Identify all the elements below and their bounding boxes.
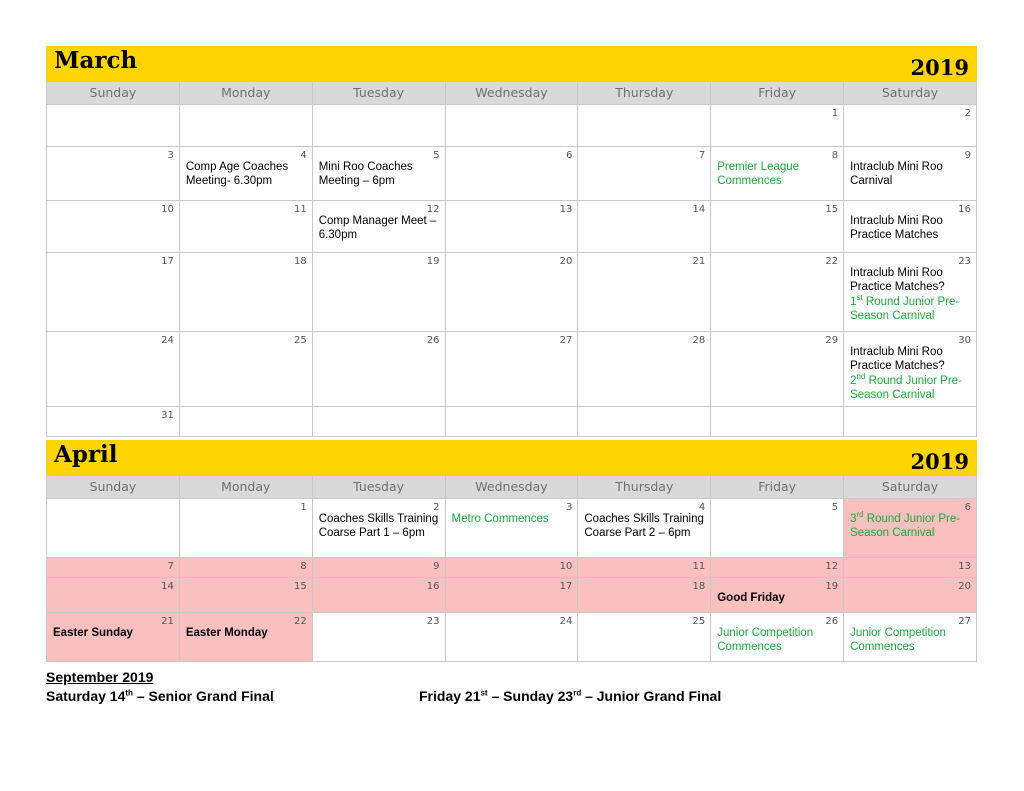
day-number: 31 [161,410,174,421]
day-cell [711,253,844,332]
day-cell [179,613,312,662]
day-cell [445,558,578,578]
day-cell [445,105,578,147]
day-number: 17 [559,581,573,592]
weekday-header: Wednesday [445,82,578,105]
event-text-rest: Round Junior Pre-Season Carnival [850,296,960,322]
day-number: 20 [559,256,573,267]
weekday-header: Sunday [47,476,180,499]
event-text-rest: Round Junior Pre-Season Carnival [850,375,962,401]
day-number: 18 [692,581,706,592]
year-title: 2019 [910,55,969,80]
day-cell [312,558,445,578]
week-row [47,578,977,613]
day-cell [578,332,711,407]
day-number: 28 [692,335,706,346]
day-cell [844,499,977,558]
day-cell [711,147,844,201]
day-cell [445,578,578,613]
weekday-header: Saturday [844,476,977,499]
month-title: April [54,441,118,468]
day-number: 15 [825,204,839,215]
ordinal-suffix: th [125,688,133,698]
day-cell [47,558,180,578]
day-number: 1 [300,502,307,513]
day-number: 30 [958,335,971,346]
day-cell [179,578,312,613]
day-cell [844,613,977,662]
day-cell [179,558,312,578]
day-number: 23 [958,256,971,267]
day-cell [578,578,711,613]
day-number: 13 [559,204,573,215]
day-number: 8 [300,561,307,572]
day-number: 21 [161,616,174,627]
junior-grand-final [419,686,721,706]
weekday-header: Saturday [844,82,977,105]
day-number: 6 [566,150,573,161]
day-cell [711,105,844,147]
day-number: 16 [958,204,971,215]
day-number: 5 [433,150,440,161]
event-text: Premier League Commences [717,161,800,187]
day-cell [844,578,977,613]
event-text: Junior Competition Commences [850,627,946,653]
ordinal-suffix: nd [856,372,866,382]
weekday-header: Friday [711,476,844,499]
event-text: Easter Monday [185,627,268,639]
day-number: 12 [825,561,839,572]
day-cell [47,201,180,253]
day-number: 26 [426,335,440,346]
day-cell [844,407,977,437]
day-number: 23 [426,616,440,627]
weekday-header: Friday [711,82,844,105]
footer-text: – Sunday 23 [487,688,574,704]
day-cell [844,558,977,578]
ordinal-suffix: st [480,688,488,698]
day-number: 20 [958,581,971,592]
day-number: 11 [293,204,307,215]
day-cell [711,201,844,253]
day-number [47,105,179,119]
footer-text: Saturday 14 [46,688,126,704]
weekday-header: Tuesday [312,476,445,499]
week-row [47,613,977,662]
day-cell [844,253,977,332]
day-cell [844,201,977,253]
day-cell [578,147,711,201]
day-cell [179,105,312,147]
day-number: 24 [161,335,174,346]
april-calendar [46,440,977,662]
day-cell [445,147,578,201]
april-grid [46,475,977,662]
weekday-header: Wednesday [445,476,578,499]
ordinal-number: 3 [850,513,857,525]
day-cell [312,578,445,613]
footer-text: – Junior Grand Final [581,688,722,704]
event-text: Intraclub Mini Roo Practice Matches [850,215,943,241]
day-number: 11 [692,561,706,572]
day-cell [312,147,445,201]
day-number: 9 [433,561,440,572]
day-cell [578,613,711,662]
day-cell [47,253,180,332]
weekday-header: Thursday [578,82,711,105]
day-cell [179,499,312,558]
week-row [47,201,977,253]
day-number: 15 [293,581,307,592]
day-number: 13 [958,561,971,572]
day-number [446,105,578,119]
day-number: 10 [161,204,174,215]
day-number: 26 [825,616,839,627]
ordinal-number: 1 [850,296,857,308]
weekday-header: Monday [179,476,312,499]
weekday-row [47,476,977,499]
day-cell [711,558,844,578]
day-number: 3 [566,502,573,513]
event-text: Coaches Skills Training Coarse Part 2 – 6pm [584,513,704,539]
day-number: 22 [825,256,839,267]
day-cell [312,201,445,253]
march-calendar [46,46,977,437]
day-cell [312,105,445,147]
week-row [47,407,977,437]
week-row [47,499,977,558]
event-text: Comp Manager Meet – 6.30pm [318,215,437,241]
day-cell [179,332,312,407]
event-text: Comp Age Coaches Meeting- 6.30pm [185,161,289,187]
day-cell [179,253,312,332]
day-cell [312,407,445,437]
day-number: 12 [426,204,440,215]
day-number: 2 [433,502,440,513]
day-cell [47,613,180,662]
footer-text: Friday 21 [419,688,481,704]
event-text: Junior Competition Commences [717,627,814,653]
day-cell [578,558,711,578]
day-number: 16 [426,581,440,592]
april-header [46,440,977,475]
day-cell [445,332,578,407]
event-text [844,372,976,402]
day-number [578,105,710,119]
day-number: 25 [293,335,307,346]
week-row [47,253,977,332]
march-grid [46,81,977,437]
event-text: Coaches Skills Training Coarse Part 1 – 6pm [318,513,439,539]
day-cell [47,499,180,558]
day-cell [312,499,445,558]
event-text: Intraclub Mini Roo Practice Matches? [850,267,945,293]
day-cell [179,147,312,201]
senior-grand-final [46,686,274,706]
day-cell [312,613,445,662]
day-number [180,105,312,119]
event-text: Good Friday [717,592,785,604]
ordinal-number: 2 [850,375,857,387]
day-number: 24 [559,616,573,627]
day-number: 4 [698,502,706,513]
week-row [47,105,977,147]
day-cell [578,253,711,332]
day-cell [445,253,578,332]
day-cell [47,332,180,407]
day-cell [47,105,180,147]
day-number: 18 [293,256,307,267]
day-cell [445,407,578,437]
day-cell [844,105,977,147]
day-number: 25 [692,616,706,627]
event-text: Metro Commences [451,513,549,525]
day-number: 14 [161,581,174,592]
day-number: 19 [426,256,440,267]
event-text: Intraclub Mini Roo Practice Matches? [850,346,945,372]
ordinal-suffix: rd [573,688,582,698]
event-text-rest: Round Junior Pre-Season Carnival [850,513,961,539]
month-title: March [54,47,138,74]
event-text: Intraclub Mini Roo Carnival [850,161,943,187]
day-number: 2 [964,108,971,119]
day-number: 7 [698,150,706,161]
day-number: 10 [559,561,573,572]
day-cell [445,201,578,253]
day-number: 1 [831,108,839,119]
weekday-header: Tuesday [312,82,445,105]
day-cell [578,499,711,558]
weekday-header: Monday [179,82,312,105]
day-cell [844,147,977,201]
day-cell [179,201,312,253]
day-cell [578,105,711,147]
day-cell [47,147,180,201]
day-number: 8 [831,150,839,161]
week-row [47,558,977,578]
day-number: 27 [559,335,573,346]
week-row [47,332,977,407]
ordinal-suffix: st [856,293,863,303]
day-cell [711,578,844,613]
march-header [46,46,977,81]
year-title: 2019 [910,449,969,474]
weekday-header: Sunday [47,82,180,105]
day-cell [47,578,180,613]
day-cell [711,332,844,407]
day-cell [844,332,977,407]
day-number [313,105,445,119]
day-cell [445,613,578,662]
day-cell [312,332,445,407]
event-text: Mini Roo Coaches Meeting – 6pm [318,161,413,187]
day-number: 7 [167,561,174,572]
day-cell [711,499,844,558]
day-cell [711,407,844,437]
day-number: 19 [825,581,839,592]
day-cell [578,201,711,253]
day-number: 22 [293,616,307,627]
grand-final-notes [46,668,977,706]
ordinal-suffix: rd [856,510,864,520]
day-number: 6 [964,502,971,513]
week-row [47,147,977,201]
day-number [47,499,179,513]
day-number: 5 [831,502,839,513]
footer-title: September 2019 [46,669,154,685]
footer-row [46,686,977,706]
day-cell [179,407,312,437]
day-cell [445,499,578,558]
footer-text: – Senior Grand Final [132,688,274,704]
weekday-header: Thursday [578,476,711,499]
day-number: 21 [692,256,706,267]
day-number: 9 [964,150,971,161]
weekday-row [47,82,977,105]
day-cell [711,613,844,662]
day-number: 3 [167,150,174,161]
day-cell [312,253,445,332]
day-number: 17 [161,256,174,267]
event-text [844,293,976,323]
day-cell [578,407,711,437]
day-number: 4 [300,150,307,161]
event-text [844,510,976,540]
day-number: 29 [825,335,839,346]
day-number: 14 [692,204,706,215]
event-text: Easter Sunday [53,627,133,639]
day-number: 27 [958,616,971,627]
day-cell [47,407,180,437]
